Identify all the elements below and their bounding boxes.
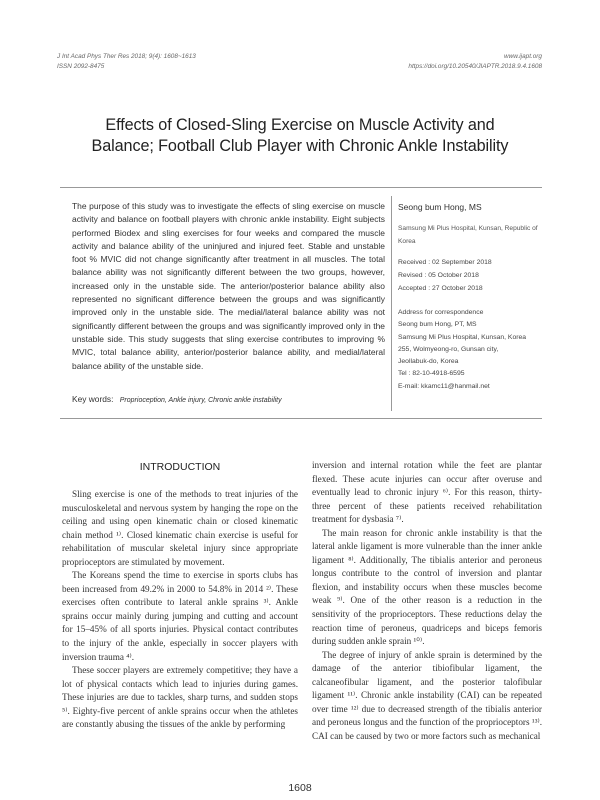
body-column-right [312, 459, 542, 743]
author-affiliation: Samsung Mi Plus Hospital, Kunsan, Republic of Korea [398, 225, 538, 245]
author-sidebar [398, 200, 548, 393]
journal-header-left [57, 52, 196, 72]
abstract-text: The purpose of this study was to investigate the effects of sling exercise on muscle activity and balance on football players with chronic ankle instability. Eight subjects performed Biodex and sling exercises for four weeks and compared the muscle activity and balance ability of the uninjured and injured feet. Stable and unstable foot % MVIC did not change significantly after treatment in all muscles. The total balance ability was not significantly different between the two groups, however, increased only in the unstable side. The anterior/posterior balance ability also represented no significant difference between the groups and was significantly improved only in the unstable side. The medial/lateral balance ability was not significantly different between the groups and was significantly improved only in the unstable side. This study suggests that sling exercise contributes to improving % MVIC, total balance ability, anterior/posterior balance ability, and medial/lateral balance ability of the unstable side. [72, 201, 385, 371]
intro-paragraph: Sling exercise is one of the methods to treat injuries of the musculoskeletal and nervous system by hanging the rope on the ceiling and using open kinematic chain or closed kinematic chain method ¹⁾. Closed kinematic chain exercise is useful for rehabilitation of muscular skeletal injury since appropriate proprioceptors are stimulated by movement. [62, 489, 298, 567]
paper-title [60, 115, 540, 157]
accepted-date: Accepted : 27 October 2018 [398, 285, 483, 292]
column-divider [391, 196, 392, 411]
correspondence-tel: Tel : 82-10-4918-6595 [398, 370, 465, 378]
intro-paragraph: The degree of injury of ankle sprain is determined by the damage of the anterior tibiofibular ligament, the calcaneofibular ligament, and the posterior talofibular ligament ¹¹⁾. Chronic ankle instability (CAI) can be repeated over time ¹²⁾ due to decreased strength of the tibialis anterior and peroneus longus and the function of the proprioceptors ¹³⁾. CAI can be caused by two or more factors such as mechanical [312, 649, 542, 741]
body-column-left [62, 488, 298, 732]
article-dates [398, 256, 548, 295]
bottom-divider [60, 418, 542, 419]
keywords-label: Key words: [72, 394, 114, 404]
section-heading-introduction: INTRODUCTION [139, 461, 221, 473]
revised-date: Revised : 05 October 2018 [398, 272, 479, 279]
title-line-1: Effects of Closed-Sling Exercise on Muscle Activity and [105, 116, 495, 134]
correspondence-email[interactable]: E-mail: kkamc11@hanmail.net [398, 382, 490, 390]
received-date: Received : 02 September 2018 [398, 259, 492, 266]
intro-paragraph: The Koreans spend the time to exercise in sports clubs has been increased from 49.2% in 2000 to 54.8% in 2014 ²⁾. These exercises often contribute to lateral ankle sprains ³⁾. Ankle sprains occur mainly during jumping and cutting and account for 15–45% of all sports injuries. Physical contact contributes to the injury of the ankle, especially in soccer players with inversion trauma ⁴⁾. [62, 570, 298, 662]
correspondence-street: 255, Wolmyeong-ro, Gunsan city, [398, 345, 499, 353]
issn-text: ISSN 2092-8475 [57, 63, 105, 70]
intro-paragraph: These soccer players are extremely competitive; they have a lot of physical contacts which lead to injuries during games. These injuries are due to tackles, sharp turns, and sudden stops ⁵⁾. Eighty-five percent of ankle sprains occur when the athletes are constantly abusing the tissues of the ankle by performing [62, 665, 298, 730]
top-divider [60, 187, 542, 188]
page-number: 1608 [288, 782, 312, 794]
correspondence-block [398, 307, 548, 393]
keywords-value: Proprioception, Ankle injury, Chronic ankle instability [119, 397, 282, 404]
doi-link[interactable]: https://doi.org/10.20540/JIAPTR.2018.9.4.1608 [408, 63, 542, 70]
website-link[interactable]: www.ijapt.org [503, 53, 542, 60]
intro-paragraph: The main reason for chronic ankle instability is that the lateral ankle ligament is more vulnerable than the inner ankle ligament ⁸⁾. Additionally, The tibialis anterior and peroneus longus contribute to the control of inversion and plantar flexion, and instability occurs when these muscles become weak ⁹⁾. One of the other reason is a reduction in the sensitivity of the proprioceptors. These reductions delay the reaction time of peroneus, quadriceps and biceps femoris during sudden ankle sprain ¹⁰⁾. [312, 527, 542, 647]
correspondence-label: Address for correspondence [398, 309, 484, 316]
intro-paragraph: inversion and internal rotation while the feet are plantar flexed. These acute injuries can occur after overuse and eventually lead to chronic injury ⁶⁾. For this reason, thirty-three percent of these patients received rehabilitation treatment for dysbasia ⁷⁾. [312, 460, 542, 525]
correspondence-province: Jeollabuk-do, Korea [398, 358, 459, 366]
correspondence-hospital: Samsung Mi Plus Hospital, Kunsan, Korea [398, 333, 527, 341]
correspondence-name: Seong bum Hong, PT, MS [398, 321, 477, 329]
author-name: Seong bum Hong, MS [398, 202, 482, 212]
keywords-line [72, 394, 392, 404]
journal-header-right [408, 52, 542, 72]
title-line-2: Balance; Football Club Player with Chronic Ankle Instability [91, 137, 509, 155]
journal-citation: J Int Acad Phys Ther Res 2018; 9(4): 1608~1613 [57, 53, 196, 60]
